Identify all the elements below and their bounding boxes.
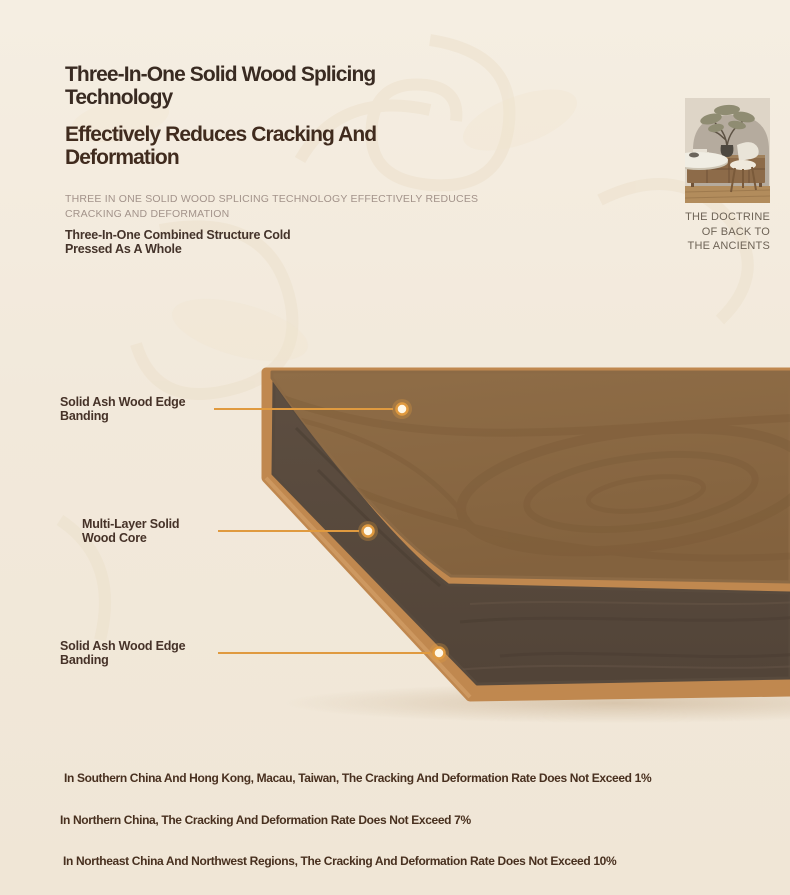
interior-photo [685,98,770,203]
bowl [689,153,699,158]
callout-dot-glow [392,399,412,419]
sideboard-leg [691,183,694,187]
core-face [273,382,790,684]
callout-dot [397,404,408,415]
top-grain [280,398,790,569]
callout-dot [434,648,445,659]
callout-label-middle: Multi-Layer Solid Wood Core [82,517,180,545]
title-caption: THREE IN ONE SOLID WOOD SPLICING TECHNOLOGY EFFECTIVELY REDUCES CRACKING AND DEFORMATION [65,193,479,220]
callout-dot-glow [358,521,378,541]
sideboard-leg [759,183,762,187]
top-face [272,372,790,582]
vase [721,145,734,157]
stat-line-northern: In Northern China, The Cracking And Deformation Rate Does Not Exceed 7% [60,813,471,827]
callout-dot-glow [429,643,449,663]
edge-banding [266,372,790,697]
stat-line-northeast: In Northeast China And Northwest Regions, The Cracking And Deformation Rate Does Not Exceed 10% [63,854,617,868]
stat-line-southern: In Southern China And Hong Kong, Macau, Taiwan, The Cracking And Deformation Rate Does Not Exceed 1% [64,771,652,785]
panel-shadow [285,683,790,723]
callout-lines [214,409,430,653]
book [693,149,707,152]
badge-caption-line: THE DOCTRINE [685,211,770,223]
callout-label-bottom: Solid Ash Wood Edge Banding [60,639,186,667]
callout-dot [363,526,374,537]
page-title: Three-In-One Solid Wood Splicing Technology [65,63,376,109]
badge-caption [640,210,770,254]
core-grain [296,428,790,670]
callout-dots [358,399,449,663]
page-subtitle: Effectively Reduces Cracking And Deformation [65,123,377,169]
edge-banding-highlight [266,478,470,697]
callout-label-top: Solid Ash Wood Edge Banding [60,395,186,423]
title-subcaption: Three-In-One Combined Structure Cold Pressed As A Whole [65,228,291,256]
badge-caption-line: OF BACK TO [701,225,770,238]
badge-caption-line: THE ANCIENTS [687,240,770,252]
photo-floor [685,186,770,203]
